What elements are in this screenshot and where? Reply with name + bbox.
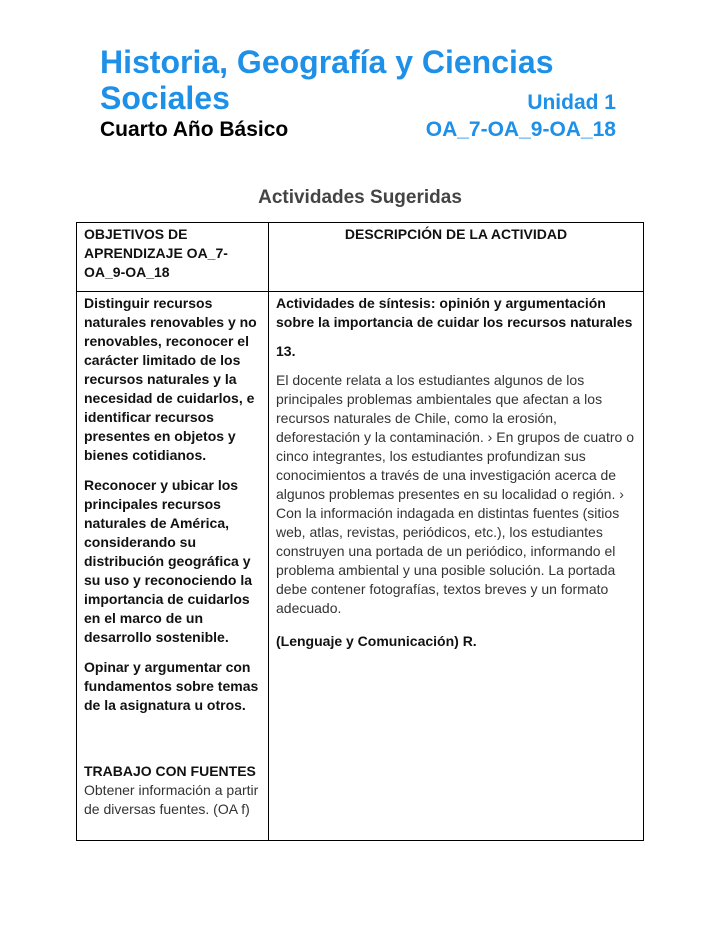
grade-label: Cuarto Año Básico — [100, 118, 289, 141]
objective-item: Distinguir recursos naturales renovables y no renovables, reconocer el carácter limitado de los recursos naturales y la necesidad de cuidarlos, e identificar recursos presentes en objetos y bienes cotidianos. — [84, 295, 257, 463]
objective-codes: OA_7-OA_9-OA_18 — [425, 118, 616, 141]
activity-number: 13. — [276, 343, 296, 359]
activity-title: Actividades de síntesis: opinión y argumentación sobre la importancia de cuidar los recursos naturales — [276, 295, 633, 330]
fuentes-title: TRABAJO CON FUENTES — [84, 763, 256, 779]
fuentes-text: Obtener información a partir de diversas fuentes. (OA f) — [84, 782, 259, 817]
description-column-header: DESCRIPCIÓN DE LA ACTIVIDAD — [269, 223, 644, 292]
activity-description: El docente relata a los estudiantes algunos de los principales problemas ambientales que afectan a los recursos naturales de Chile, como la erosión, deforestación y la contaminación. › En grupos de cuatro o cinco integrantes, los estudiantes profundizan sus conocimientos a través de una investigación acerca de algunos problemas presentes en su localidad o región. › Con la información indagada en distintas fuentes (sitios web, atlas, revistas, periódicos, etc.), los estudiantes construyen una portada de un periódico, informando el problema ambiental y una posible solución. La portada debe contener fotografías, textos breves y un formato adecuado. — [276, 372, 634, 616]
subject-title-line1: Historia, Geografía y Ciencias — [100, 44, 554, 80]
activity-footer: (Lenguaje y Comunicación) R. — [276, 633, 477, 649]
table-header-row — [77, 223, 644, 292]
title-row — [100, 80, 620, 116]
objectives-column-header: OBJETIVOS DE APRENDIZAJE OA_7-OA_9-OA_18 — [77, 223, 269, 292]
unit-label: Unidad 1 — [527, 91, 616, 114]
spacer — [84, 726, 261, 762]
subject-title-line2: Sociales — [100, 80, 230, 116]
description-cell — [269, 292, 644, 841]
table-row — [77, 292, 644, 841]
section-title: Actividades Sugeridas — [258, 187, 462, 208]
objective-item: Opinar y argumentar con fundamentos sobre temas de la asignatura u otros. — [84, 659, 259, 713]
activities-table — [76, 222, 644, 841]
subtitle-row — [100, 118, 620, 142]
objectives-cell — [77, 292, 269, 841]
objective-item: Reconocer y ubicar los principales recursos naturales de América, considerando su distribución geográfica y su uso y reconociendo la importancia de cuidarlos en el marco de un desarrollo sostenible. — [84, 477, 253, 645]
document-header — [100, 44, 620, 142]
